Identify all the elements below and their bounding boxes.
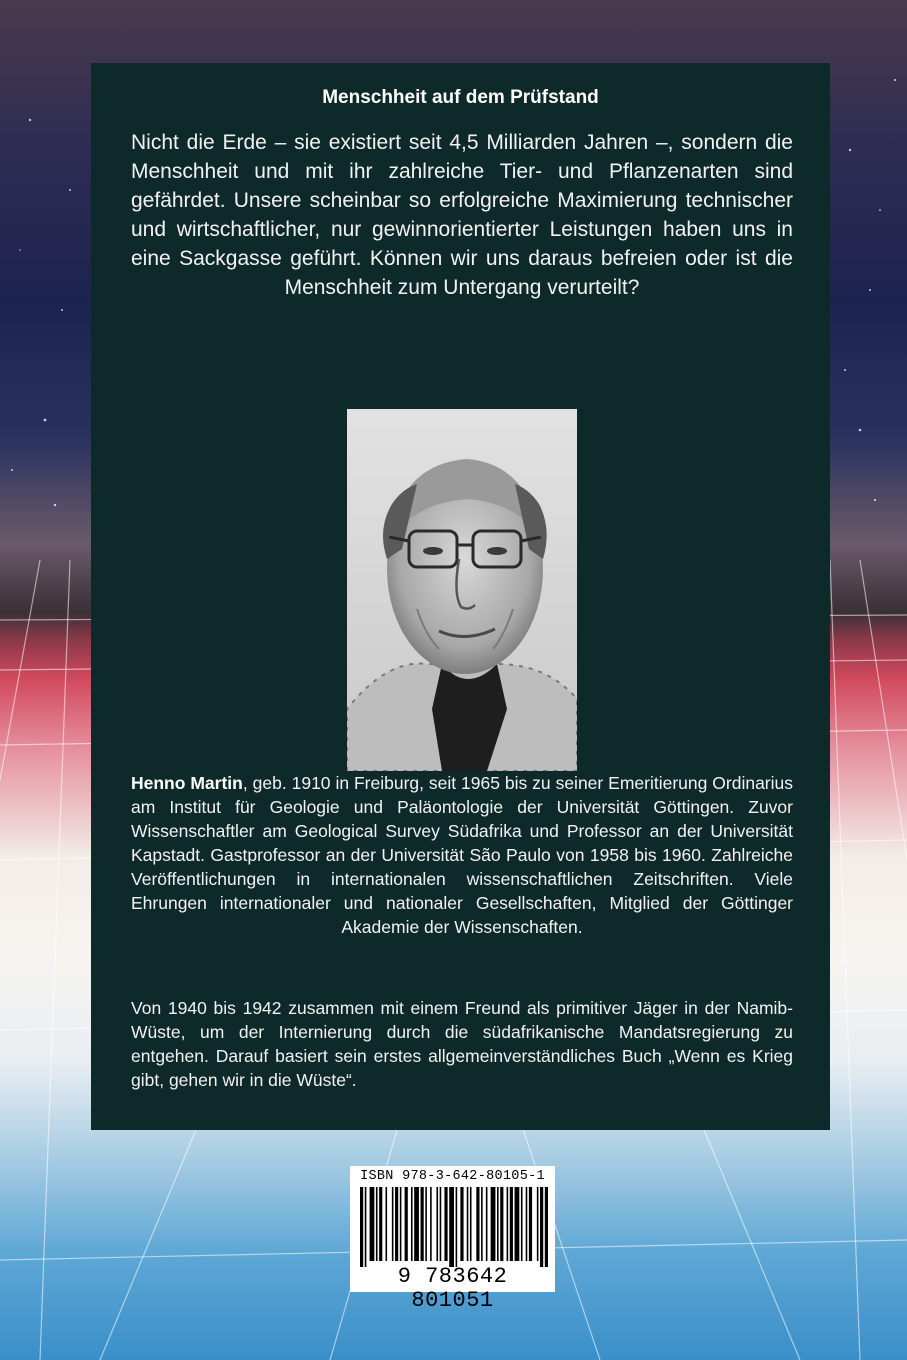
author-story: Von 1940 bis 1942 zusammen mit einem Freund als primitiver Jäger in der Namib-Wüste, um der Internierung durch die südafrikanische Mandatsregierung zu entgehen. Darauf basiert sein erstes allgemeinverständliches Buch „Wenn es Krieg gibt, gehen wir in die Wüste“.: [131, 998, 793, 1090]
barcode-bar: [376, 1187, 378, 1261]
barcode-bar: [529, 1187, 532, 1261]
barcode-bar: [486, 1187, 488, 1261]
barcode-bar: [370, 1187, 375, 1261]
isbn-label: ISBN 978-3-642-80105-1: [360, 1169, 545, 1184]
barcode-bar: [521, 1187, 523, 1261]
barcode-bar: [365, 1187, 367, 1267]
barcode-bar: [481, 1187, 483, 1261]
barcode-bar: [405, 1187, 408, 1261]
barcode-bar: [456, 1187, 458, 1267]
barcode-bar: [414, 1187, 419, 1261]
barcode-bar: [545, 1187, 548, 1267]
barcode-bar: [491, 1187, 496, 1261]
barcode-bar: [507, 1187, 509, 1261]
barcode-bar: [540, 1187, 543, 1267]
barcode-bars: [360, 1187, 548, 1267]
ean-digits: 9 783642 801051: [397, 1264, 508, 1313]
barcode-bar: [460, 1187, 463, 1261]
barcode-bar: [411, 1187, 413, 1261]
barcode-bar: [510, 1187, 513, 1261]
barcode-bar: [400, 1187, 402, 1261]
author-bio: [131, 771, 793, 939]
barcode-bar: [360, 1187, 363, 1267]
author-photo: [347, 409, 577, 771]
barcode-bar: [476, 1187, 479, 1261]
barcode-bar: [430, 1187, 432, 1261]
barcode-bar: [385, 1187, 387, 1261]
barcode-bar: [425, 1187, 427, 1261]
barcode-bar: [526, 1187, 528, 1261]
book-title: Menschheit auf dem Prüfstand: [322, 87, 599, 108]
barcode-bar: [392, 1187, 394, 1261]
author-bio-text: , geb. 1910 in Freiburg, seit 1965 bis zu seiner Emeritierung Ordinarius am Institut für Geologie und Paläontologie der Universität Göttingen. Zuvor Wissenschaftler am Geological Survey Südafrika und Professor an der Universität Kapstadt. Gastprofessor an der Universität São Paulo von 1958 bis 1960. Zahlreiche Veröffentlichungen in internationalen wissenschaftlichen Zeitschriften. Viele Ehrungen internationaler und nationaler Gesellschaften, Mitglied der Göttinger Akademie der Wissenschaften.: [131, 773, 793, 937]
barcode-bar: [470, 1187, 472, 1261]
barcode-bar: [444, 1187, 447, 1261]
author-name: Henno Martin: [131, 773, 243, 793]
isbn-barcode: [350, 1166, 555, 1313]
barcode-bar: [467, 1187, 469, 1261]
barcode-bar: [395, 1187, 398, 1261]
barcode-bar: [421, 1187, 424, 1261]
barcode-bar: [500, 1187, 503, 1261]
barcode-bar: [515, 1187, 520, 1261]
barcode-bar: [440, 1187, 442, 1261]
barcode-bar: [449, 1187, 454, 1267]
text-panel: [91, 63, 830, 1130]
barcode-bar: [436, 1187, 438, 1261]
barcode-bar: [537, 1187, 539, 1261]
barcode-bar: [497, 1187, 499, 1261]
barcode-bar: [379, 1187, 382, 1261]
intro-paragraph: Nicht die Erde – sie existiert seit 4,5 Milliarden Jahren –, sondern die Menschheit und mit ihr zahlreiche Tier- und Pflanzenarten sind gefährdet. Unsere scheinbar so erfolgreiche Maximierung technischer und wirtschaftlicher, nur gewinnorientierter Leistungen haben uns in eine Sackgasse geführt. Können wir uns daraus befreien oder ist die Menschheit zum Untergang verurteilt?: [131, 131, 793, 299]
